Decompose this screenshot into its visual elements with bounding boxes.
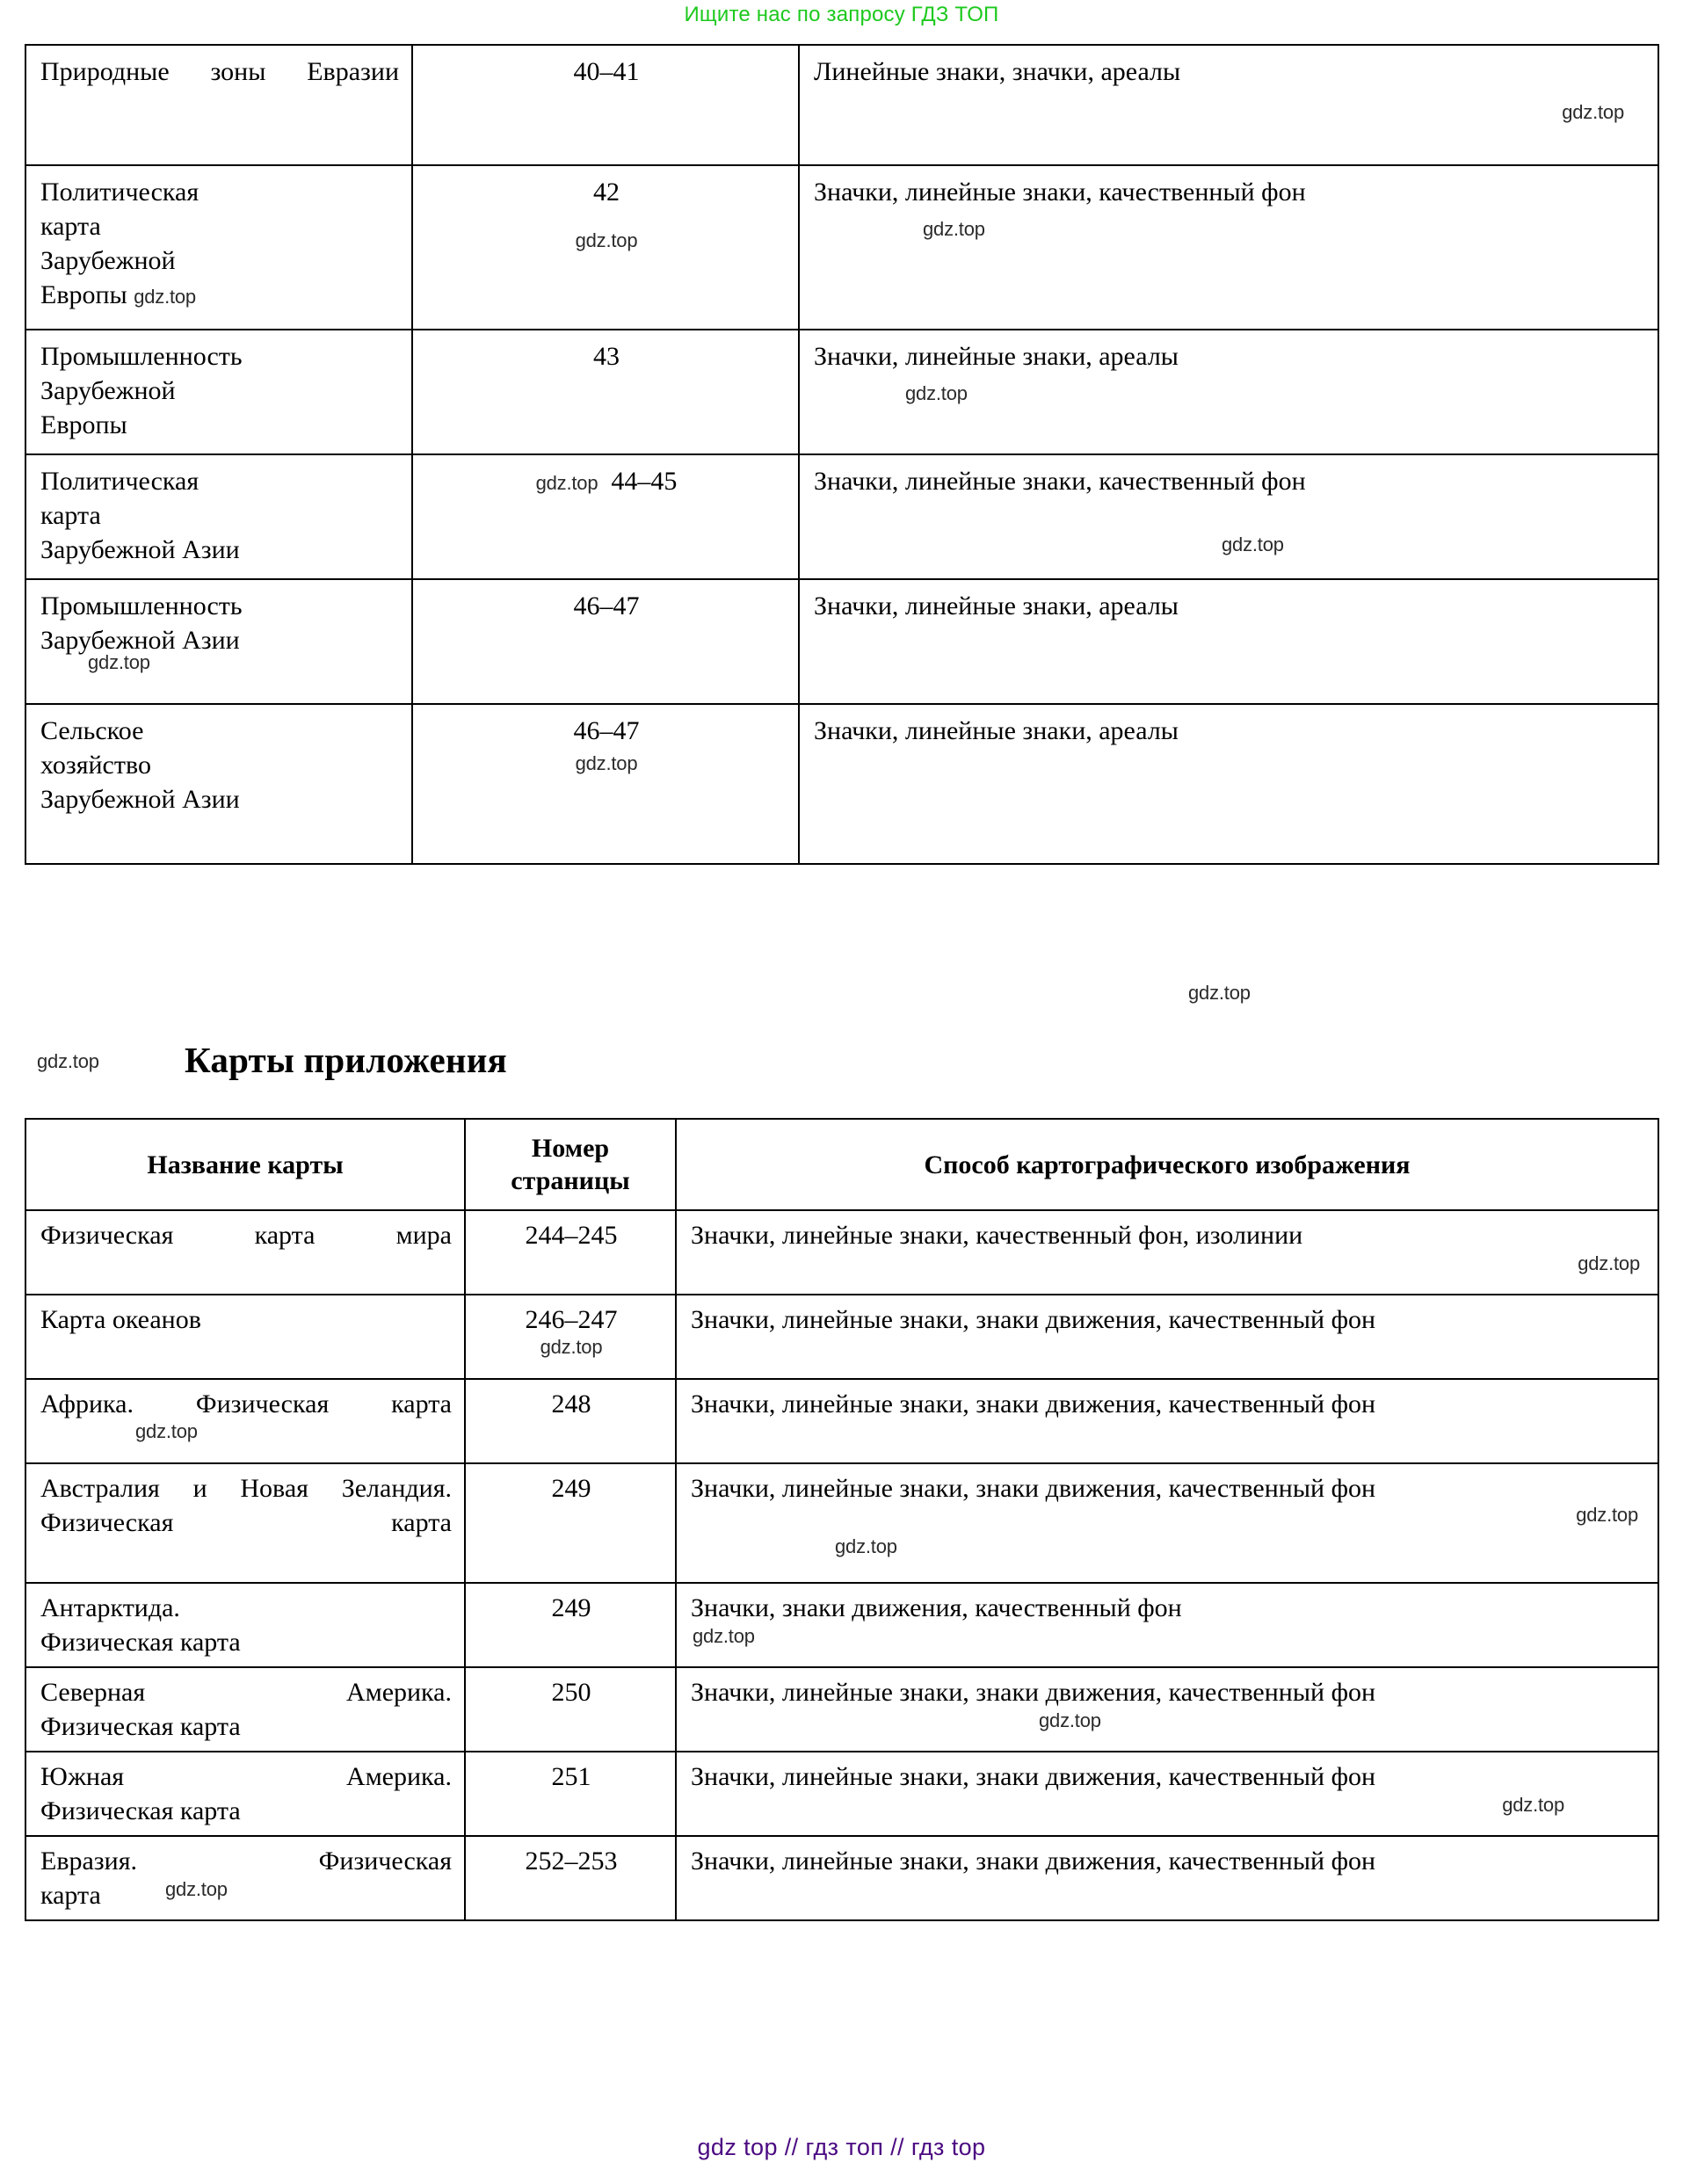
column-header-page — [465, 1119, 676, 1210]
table-row — [25, 1836, 1658, 1920]
cell-map-method — [676, 1752, 1658, 1836]
cell-map-name — [25, 1667, 465, 1752]
cell-map-name — [25, 1379, 465, 1463]
cell-map-method — [676, 1463, 1658, 1583]
map-name-text-cont: Зарубежной — [40, 246, 176, 275]
map-page-text: 251 — [551, 1762, 591, 1792]
watermark: gdz.top — [1502, 1794, 1564, 1817]
map-method-text: Значки, линейные знаки, качественный фон — [814, 178, 1306, 207]
watermark: gdz.top — [693, 1625, 755, 1648]
map-name-text: Австралия и Новая Зеландия. Физическая карта — [40, 1474, 452, 1538]
watermark: gdz.top — [923, 218, 985, 240]
map-method-text: Значки, линейные знаки, знаки движения, качественный фон — [691, 1389, 1376, 1419]
footer — [0, 2134, 1683, 2161]
map-name-text-cont: Зарубежной — [40, 376, 176, 405]
table-header-row — [25, 1119, 1658, 1210]
table-row — [25, 1667, 1658, 1752]
promo-text: Ищите нас по запросу ГДЗ ТОП — [684, 3, 999, 26]
maps-main-table — [25, 44, 1659, 865]
map-page-text: 248 — [551, 1389, 591, 1419]
map-method-text: Значки, линейные знаки, знаки движения, качественный фон — [691, 1847, 1376, 1876]
map-page-text: 246–247 — [525, 1305, 618, 1335]
table-row — [25, 704, 1658, 864]
map-name-text: Сельское — [40, 716, 144, 745]
cell-map-name — [25, 454, 412, 579]
map-name-text: Северная Америка. — [40, 1678, 452, 1708]
cell-map-page — [412, 704, 799, 864]
watermark: gdz.top — [1576, 1504, 1638, 1527]
cell-map-name — [25, 1295, 465, 1379]
column-header-method: Способ картографического изображения — [676, 1119, 1658, 1210]
map-name-text-cont: карта — [40, 212, 101, 241]
maps-appendix-table — [25, 1118, 1659, 1921]
column-header-name: Название карты — [25, 1119, 465, 1210]
watermark: gdz.top — [575, 229, 638, 251]
map-page-text: 250 — [551, 1678, 591, 1708]
map-name-text: Политическая — [40, 467, 199, 496]
cell-map-page — [412, 165, 799, 330]
map-name-text-cont: Зарубежной Азии — [40, 626, 240, 655]
map-method-text: Значки, линейные знаки, качественный фон — [814, 467, 1306, 496]
map-name-text-cont: Европы — [40, 280, 127, 309]
map-method-text: Значки, линейные знаки, ареалы — [814, 716, 1179, 745]
watermark: gdz.top — [135, 1420, 198, 1443]
column-header-page-line1: Номер — [531, 1134, 610, 1163]
cell-map-method — [676, 1295, 1658, 1379]
map-page-text: 42 — [593, 178, 620, 207]
map-page-text: 46–47 — [573, 591, 640, 620]
column-header-page-line2: страницы — [511, 1166, 630, 1196]
cell-map-name — [25, 1463, 465, 1583]
footer-text: gdz top // гдз топ // гдз top — [697, 2134, 986, 2160]
map-name-text-cont: хозяйство — [40, 751, 151, 780]
cell-map-name — [25, 1583, 465, 1667]
watermark: gdz.top — [165, 1878, 228, 1901]
map-name-text: Антарктида. — [40, 1593, 180, 1623]
cell-map-method — [799, 330, 1658, 454]
map-method-text: Значки, линейные знаки, знаки движения, качественный фон — [691, 1474, 1376, 1504]
cell-map-page — [412, 454, 799, 579]
cell-map-page — [465, 1210, 676, 1295]
map-name-text-cont: Зарубежной Азии — [40, 785, 240, 814]
watermark: gdz.top — [1222, 533, 1284, 555]
map-name-text-cont: Физическая карта — [40, 1796, 241, 1826]
map-name-text-cont: Европы — [40, 410, 127, 439]
cell-map-page — [465, 1836, 676, 1920]
watermark: gdz.top — [134, 286, 196, 308]
cell-map-page — [465, 1463, 676, 1583]
watermark: gdz.top — [37, 1050, 99, 1072]
cell-map-page — [465, 1379, 676, 1463]
map-name-text: Природные зоны Евразии — [40, 57, 399, 86]
map-name-text-cont: Физическая карта — [40, 1628, 241, 1658]
map-page-text: 244–245 — [525, 1221, 618, 1251]
cell-map-name — [25, 45, 412, 165]
map-name-text: Карта океанов — [40, 1305, 201, 1335]
cell-map-method — [799, 704, 1658, 864]
cell-map-page — [412, 45, 799, 165]
map-name-text: Евразия. Физическая — [40, 1847, 452, 1876]
map-page-text: 40–41 — [573, 57, 640, 86]
cell-map-name — [25, 1836, 465, 1920]
watermark: gdz.top — [1188, 982, 1251, 1004]
map-method-text: Линейные знаки, значки, ареалы — [814, 57, 1181, 86]
cell-map-method — [799, 579, 1658, 704]
watermark: gdz.top — [1578, 1252, 1640, 1275]
watermark: gdz.top — [905, 382, 968, 404]
table-row — [25, 1295, 1658, 1379]
table-row — [25, 330, 1658, 454]
watermark: gdz.top — [535, 472, 598, 494]
map-method-text: Значки, линейные знаки, знаки движения, качественный фон — [691, 1762, 1376, 1792]
map-method-text: Значки, линейные знаки, ареалы — [814, 591, 1179, 620]
cell-map-method — [676, 1379, 1658, 1463]
cell-map-method — [676, 1836, 1658, 1920]
map-page-text: 44–45 — [611, 467, 678, 496]
map-page-text: 43 — [593, 342, 620, 371]
table-row — [25, 45, 1658, 165]
map-method-text: Значки, линейные знаки, знаки движения, качественный фон — [691, 1305, 1376, 1335]
cell-map-page — [412, 330, 799, 454]
section-title: Карты приложения — [185, 1040, 507, 1080]
table-row — [25, 1379, 1658, 1463]
map-name-text-cont: карта — [40, 1881, 101, 1911]
cell-map-page — [465, 1583, 676, 1667]
table-row — [25, 1463, 1658, 1583]
map-name-text: Физическая карта мира — [40, 1221, 452, 1251]
cell-map-name — [25, 704, 412, 864]
map-name-text: Промышленность — [40, 342, 243, 371]
cell-map-method — [676, 1583, 1658, 1667]
cell-map-method — [676, 1210, 1658, 1295]
map-method-text: Значки, линейные знаки, знаки движения, качественный фон — [691, 1678, 1376, 1708]
map-name-text: Южная Америка. — [40, 1762, 452, 1792]
map-page-text: 46–47 — [573, 716, 640, 745]
cell-map-method — [676, 1667, 1658, 1752]
map-page-text: 249 — [551, 1593, 591, 1623]
cell-map-page — [412, 579, 799, 704]
table-row — [25, 1210, 1658, 1295]
cell-map-method — [799, 165, 1658, 330]
watermark: gdz.top — [88, 651, 150, 673]
map-page-text: 249 — [551, 1474, 591, 1504]
map-name-text: Промышленность — [40, 591, 243, 620]
cell-map-name — [25, 1752, 465, 1836]
map-name-text-cont: карта — [40, 501, 101, 530]
map-name-text: Политическая — [40, 178, 199, 207]
cell-map-method — [799, 454, 1658, 579]
watermark: gdz.top — [1562, 101, 1624, 123]
table-row — [25, 1583, 1658, 1667]
cell-map-page — [465, 1752, 676, 1836]
watermark: gdz.top — [1039, 1709, 1101, 1732]
cell-map-page — [465, 1667, 676, 1752]
map-name-text-cont: Физическая карта — [40, 1712, 241, 1742]
table-row — [25, 454, 1658, 579]
cell-map-page — [465, 1295, 676, 1379]
map-method-text: Значки, линейные знаки, ареалы — [814, 342, 1179, 371]
map-page-text: 252–253 — [525, 1847, 618, 1876]
cell-map-method — [799, 45, 1658, 165]
watermark: gdz.top — [575, 752, 638, 774]
watermark: gdz.top — [540, 1336, 603, 1359]
map-method-text: Значки, линейные знаки, качественный фон, изолинии — [691, 1221, 1303, 1251]
cell-map-name — [25, 330, 412, 454]
table-row — [25, 165, 1658, 330]
table-row — [25, 1752, 1658, 1836]
map-name-text-cont: Зарубежной Азии — [40, 535, 240, 564]
watermark: gdz.top — [835, 1535, 897, 1558]
map-name-text: Африка. Физическая карта — [40, 1389, 452, 1419]
cell-map-name — [25, 1210, 465, 1295]
cell-map-name — [25, 579, 412, 704]
promo-banner — [0, 0, 1683, 30]
table-row — [25, 579, 1658, 704]
map-method-text: Значки, знаки движения, качественный фон — [691, 1593, 1182, 1623]
cell-map-name — [25, 165, 412, 330]
